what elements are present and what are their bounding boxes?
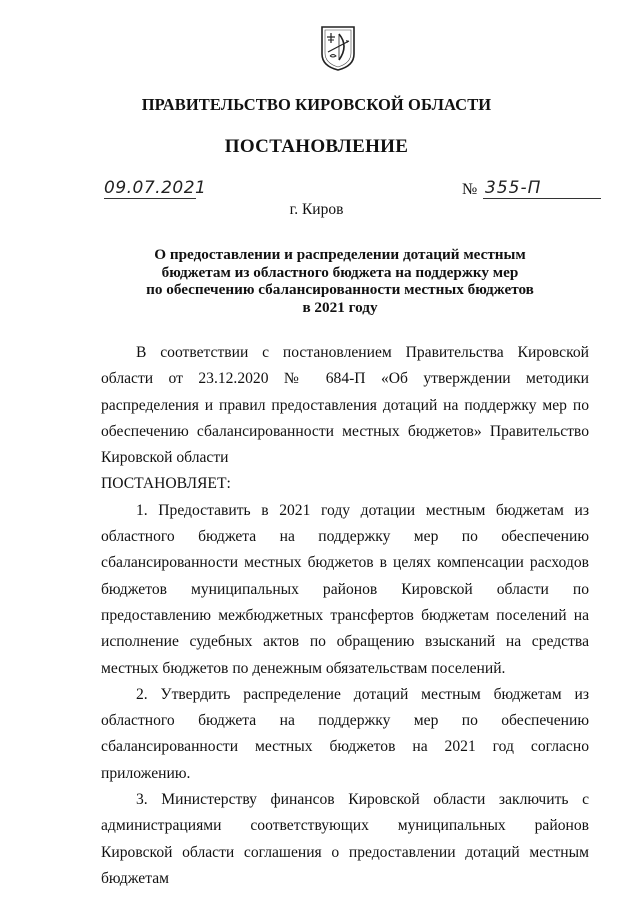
- document-title: [130, 246, 550, 316]
- document-body: [101, 340, 589, 892]
- number-label: №: [462, 181, 478, 198]
- item-3-paragraph: 3. Министерству финансов Кировской области заключить с администрациями соответствующих муниципальных районов Кировской области соглашения о предоставлении дотаций местным бюджетам: [101, 791, 589, 887]
- preamble-paragraph: В соответствии с постановлением Правительства Кировской области от 23.12.2020 № 684-П «Об утверждении методики распределения и правил предоставления дотаций на поддержку мер по обеспечению сбалансированности местных бюджетов» Правительство Кировской области: [101, 344, 589, 467]
- document-date: 09.07.2021: [104, 178, 207, 198]
- title-line: в 2021 году: [302, 298, 378, 316]
- document-number: 355-П: [483, 178, 601, 199]
- resolves-heading: ПОСТАНОВЛЯЕТ:: [101, 475, 231, 493]
- item-2-paragraph: 2. Утвердить распределение дотаций местным бюджетам из областного бюджета на поддержку мер по обеспечению сбалансированности местных бюджетов на 2021 год согласно приложению.: [101, 685, 589, 782]
- item-1-paragraph: 1. Предоставить в 2021 году дотации местным бюджетам из областного бюджета на поддержку мер по обеспечению сбалансированности местных бюджетов в целях компенсации расходов бюджетов муниципальных районов Кировской области по предоставлению межбюджетных трансфертов бюджетам поселений на исполнение судебных актов по обращению взысканий на средства местных бюджетов по денежным обязательствам поселений.: [101, 501, 589, 677]
- city: г. Киров: [289, 201, 344, 218]
- title-line: по обеспечению сбалансированности местных бюджетов: [146, 281, 534, 298]
- title-line: О предоставлении и распределении дотаций местным: [154, 246, 526, 263]
- coat-of-arms-icon: [319, 24, 357, 72]
- government-name: ПРАВИТЕЛЬСТВО КИРОВСКОЙ ОБЛАСТИ: [141, 95, 492, 114]
- title-line: бюджетам из областного бюджета на поддержку мер: [161, 263, 519, 281]
- document-type: ПОСТАНОВЛЕНИЕ: [224, 136, 409, 157]
